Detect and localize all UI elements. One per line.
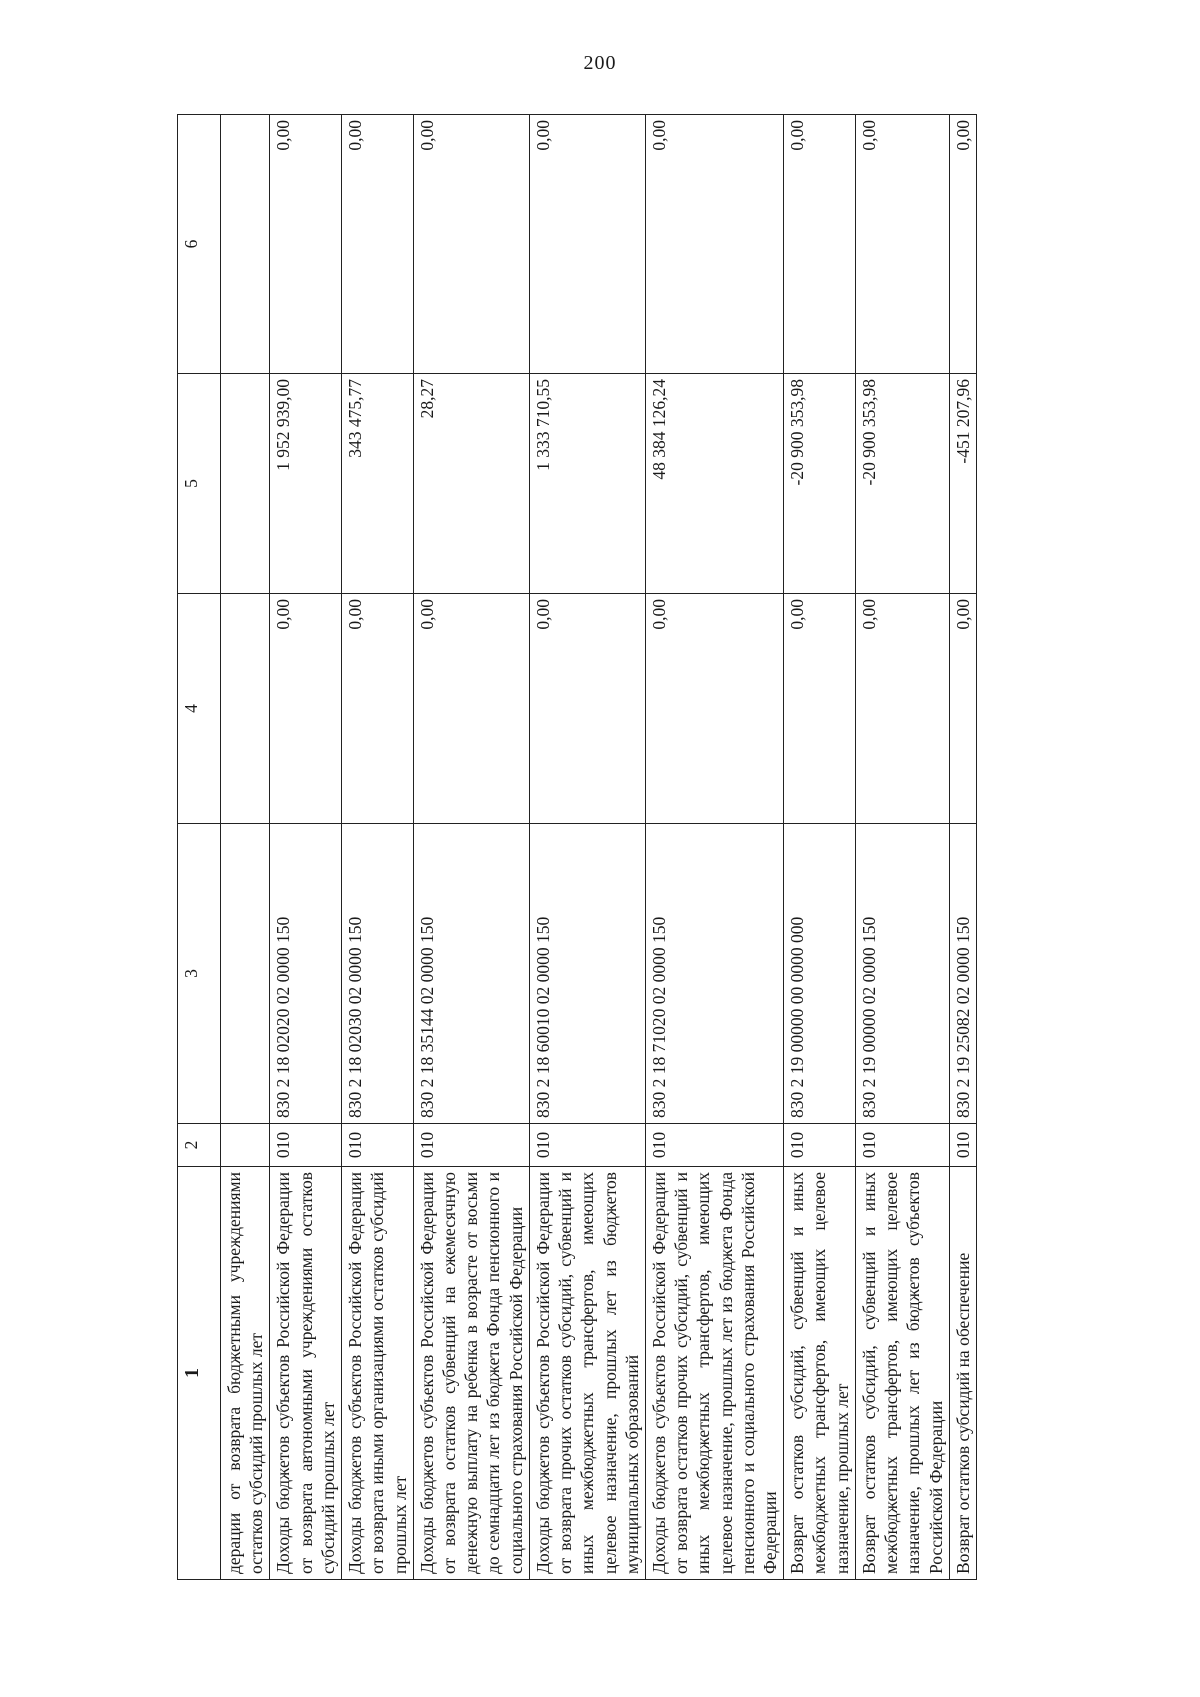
row-value-col5: -20 900 353,98 — [784, 374, 856, 594]
page-number: 200 — [583, 52, 617, 74]
table-row — [529, 115, 645, 1580]
column-header-4: 4 — [178, 594, 221, 824]
row-value-col6: 0,00 — [949, 115, 976, 374]
row-value-col6: 0,00 — [855, 115, 949, 374]
row-name: Возврат остатков субсидий, субвенций и иных межбюджетных трансфертов, имеющих целевое назначение, прошлых лет — [784, 1167, 856, 1580]
row-kbk-code: 830 2 18 35144 02 0000 150 — [413, 824, 529, 1124]
row-name: Доходы бюджетов субъектов Российской Федерации от возврата остатков прочих субсидий, субвенций и иных межбюджетных трансфертов, имеющих целевое назначение, прошлых лет из бюджета Фонда пенсионного и социального страхования Российской Федерации — [645, 1167, 783, 1580]
row-line-code: 010 — [413, 1124, 529, 1167]
row-kbk-code: 830 2 18 02030 02 0000 150 — [342, 824, 414, 1124]
row-kbk-code: 830 2 19 00000 00 0000 000 — [784, 824, 856, 1124]
column-header-5: 5 — [178, 374, 221, 594]
row-value-col6: 0,00 — [645, 115, 783, 374]
row-line-code: 010 — [529, 1124, 645, 1167]
column-header-1: 1 — [178, 1167, 221, 1580]
row-value-col5 — [221, 374, 270, 594]
row-name: Возврат остатков субсидий, субвенций и иных межбюджетных трансфертов, имеющих целевое назначение, прошлых лет из бюджетов субъектов Российской Федерации — [855, 1167, 949, 1580]
table-row — [270, 115, 342, 1580]
column-number-header — [178, 115, 221, 1580]
column-header-3: 3 — [178, 824, 221, 1124]
row-kbk-code: 830 2 18 60010 02 0000 150 — [529, 824, 645, 1124]
row-kbk-code: 830 2 18 02020 02 0000 150 — [270, 824, 342, 1124]
column-header-6: 6 — [178, 115, 221, 374]
row-value-col5: 343 475,77 — [342, 374, 414, 594]
row-value-col4: 0,00 — [645, 594, 783, 824]
row-value-col5: 28,27 — [413, 374, 529, 594]
row-value-col6: 0,00 — [270, 115, 342, 374]
report-table — [177, 114, 977, 1580]
row-value-col5: -20 900 353,98 — [855, 374, 949, 594]
table-row — [784, 115, 856, 1580]
row-value-col6: 0,00 — [413, 115, 529, 374]
row-value-col5: 48 384 126,24 — [645, 374, 783, 594]
row-value-col4: 0,00 — [342, 594, 414, 824]
table-row — [221, 115, 270, 1580]
row-value-col6: 0,00 — [342, 115, 414, 374]
column-header-2: 2 — [178, 1124, 221, 1167]
row-line-code: 010 — [342, 1124, 414, 1167]
row-line-code — [221, 1124, 270, 1167]
row-value-col4: 0,00 — [413, 594, 529, 824]
table-row — [342, 115, 414, 1580]
row-value-col5: 1 333 710,55 — [529, 374, 645, 594]
row-kbk-code: 830 2 19 25082 02 0000 150 — [949, 824, 976, 1124]
row-line-code: 010 — [645, 1124, 783, 1167]
row-value-col4 — [221, 594, 270, 824]
row-value-col4: 0,00 — [529, 594, 645, 824]
row-name: Доходы бюджетов субъектов Российской Федерации от возврата иными организациями остатков субсидий прошлых лет — [342, 1167, 414, 1580]
row-name: Доходы бюджетов субъектов Российской Федерации от возврата автономными учреждениями остатков субсидий прошлых лет — [270, 1167, 342, 1580]
row-name: Возврат остатков субсидий на обеспечение — [949, 1167, 976, 1580]
row-value-col6: 0,00 — [529, 115, 645, 374]
row-name: Доходы бюджетов субъектов Российской Федерации от возврата прочих остатков субсидий, субвенций и иных межбюджетных трансфертов, имеющих целевое назначение, прошлых лет из бюджетов муниципальных образований — [529, 1167, 645, 1580]
table-row — [413, 115, 529, 1580]
row-kbk-code: 830 2 18 71020 02 0000 150 — [645, 824, 783, 1124]
row-value-col4: 0,00 — [270, 594, 342, 824]
table-row — [949, 115, 976, 1580]
row-value-col5: -451 207,96 — [949, 374, 976, 594]
row-value-col4: 0,00 — [949, 594, 976, 824]
row-kbk-code — [221, 824, 270, 1124]
table-row — [645, 115, 783, 1580]
row-name: дерации от возврата бюджетными учреждениями остатков субсидий прошлых лет — [221, 1167, 270, 1580]
row-value-col6 — [221, 115, 270, 374]
row-value-col6: 0,00 — [784, 115, 856, 374]
row-value-col4: 0,00 — [855, 594, 949, 824]
row-kbk-code: 830 2 19 00000 02 0000 150 — [855, 824, 949, 1124]
row-line-code: 010 — [270, 1124, 342, 1167]
row-value-col4: 0,00 — [784, 594, 856, 824]
rotated-table-container — [177, 115, 1102, 1580]
row-line-code: 010 — [949, 1124, 976, 1167]
table-row — [855, 115, 949, 1580]
row-name: Доходы бюджетов субъектов Российской Федерации от возврата остатков субвенций на ежемесячную денежную выплату на ребенка в возрасте от восьми до семнадцати лет из бюджета Фонда пенсионного и социального страхования Российской Федерации — [413, 1167, 529, 1580]
row-line-code: 010 — [784, 1124, 856, 1167]
row-line-code: 010 — [855, 1124, 949, 1167]
row-value-col5: 1 952 939,00 — [270, 374, 342, 594]
